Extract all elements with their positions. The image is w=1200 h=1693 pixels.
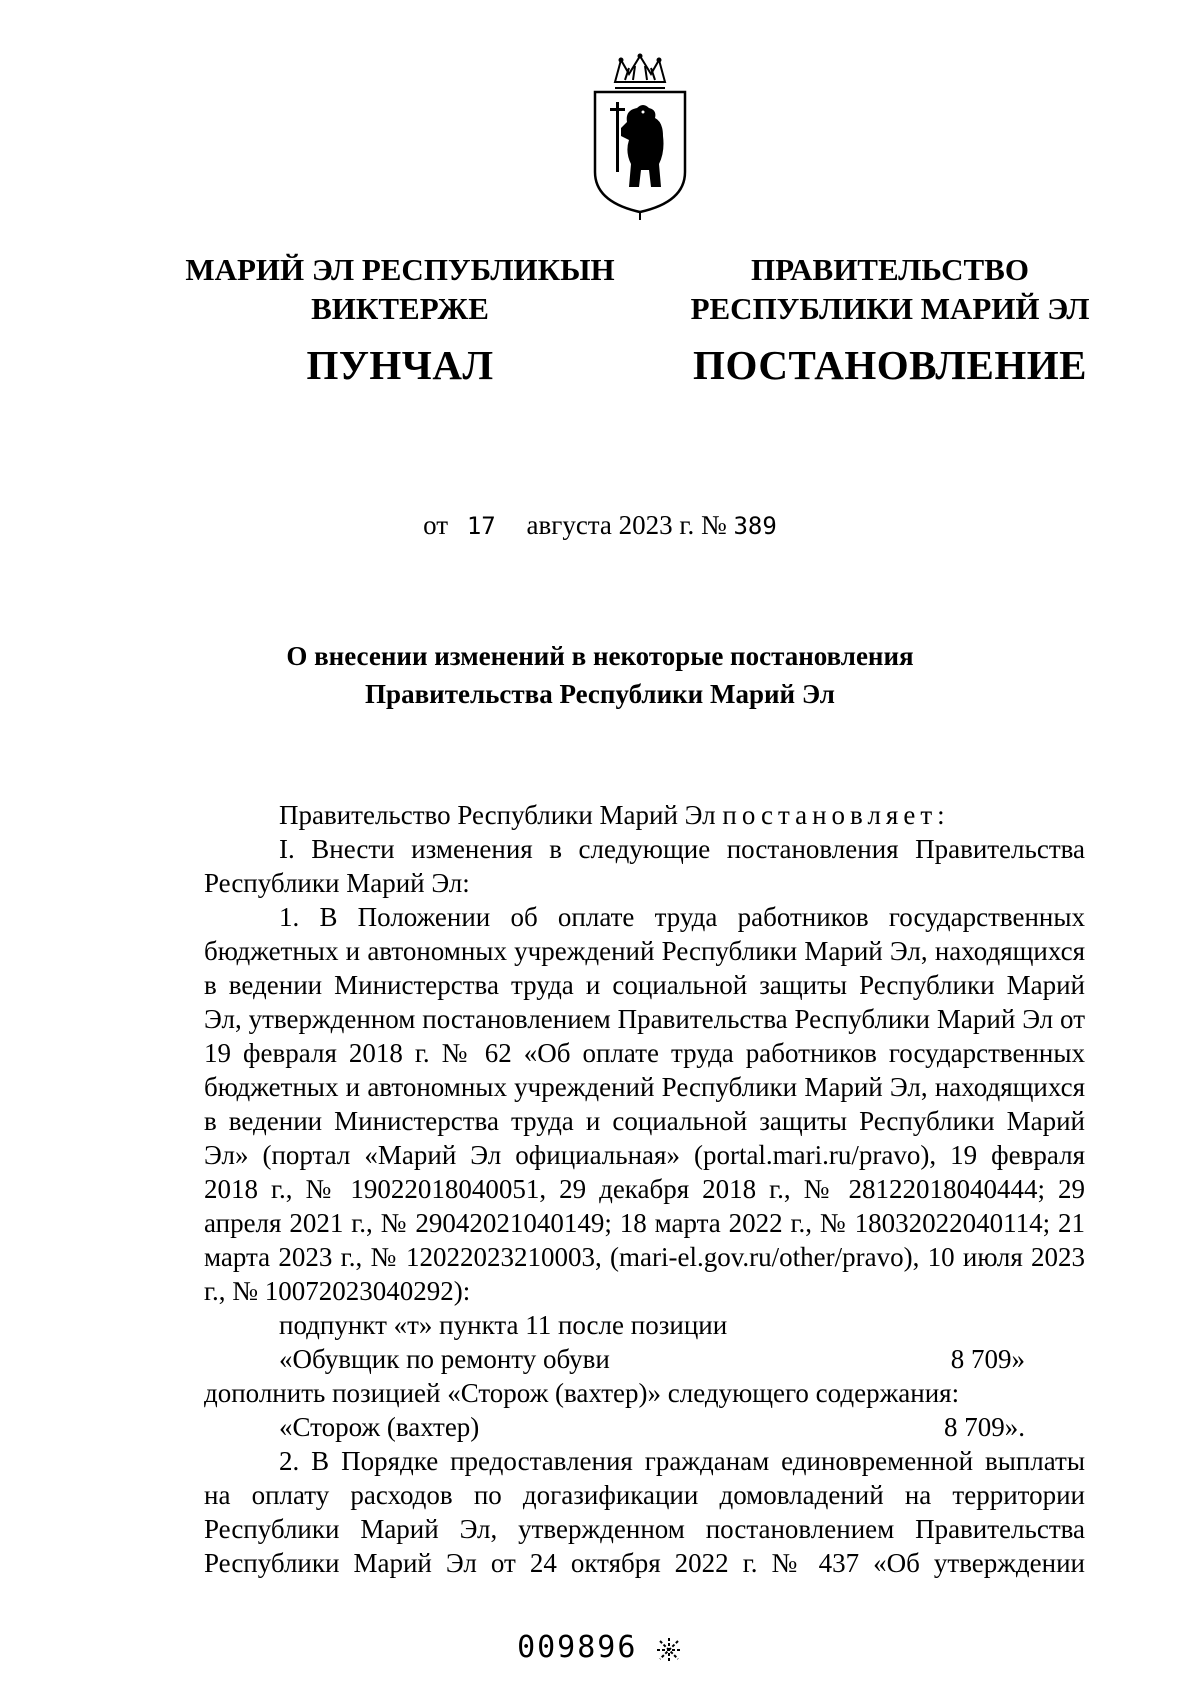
position-row-1 (204, 1342, 1085, 1376)
date-line (0, 510, 1200, 541)
intro-spaced: постановляет: (722, 800, 950, 830)
header-left-doc-type: ПУНЧАЛ (306, 342, 494, 388)
paragraph-1: I. Внести изменения в следующие постановления Правительства Республики Марий Эл: (204, 834, 1085, 898)
title-line1: О внесении изменений в некоторые постановления (286, 641, 914, 671)
position-2-name: «Сторож (вахтер) (279, 1412, 480, 1442)
date-month-year: августа 2023 г. № (526, 510, 727, 540)
intro-lead: Правительство Республики Марий Эл (279, 800, 723, 830)
document-number: 389 (733, 512, 777, 540)
position-1-name: «Обувщик по ремонту обуви (279, 1344, 610, 1374)
serial-number: 009896 (517, 1630, 638, 1665)
position-row-2 (204, 1410, 1085, 1444)
title-line2: Правительства Республики Марий Эл (365, 679, 835, 709)
asterisk-stamp-icon (655, 1636, 683, 1664)
header-left-line1: МАРИЙ ЭЛ РЕСПУБЛИКЫН (185, 252, 615, 287)
footer-serial (0, 1630, 1200, 1665)
document-body (204, 798, 1085, 1580)
header-right-line2: РЕСПУБЛИКИ МАРИЙ ЭЛ (690, 291, 1090, 326)
position-2-value: 8 709». (944, 1412, 1025, 1442)
subparagraph-2: дополнить позицией «Сторож (вахтер)» следующего содержания: (204, 1378, 960, 1408)
document-title (0, 637, 1200, 713)
date-prefix: от (423, 510, 449, 540)
coat-of-arms-mari-el-icon (585, 52, 695, 222)
header-left (170, 250, 630, 390)
subparagraph-1: подпункт «т» пункта 11 после позиции (279, 1310, 728, 1340)
intro-paragraph (204, 798, 1085, 832)
paragraph-2: 1. В Положении об оплате труда работников государственных бюджетных и автономных учреждений Республики Марий Эл, находящихся в ведении Министерства труда и социальной защиты Республики Марий Эл, утвержденном постановлением Правительства Республики Марий Эл от 19 февраля 2018 г. № 62 «Об оплате труда работников государственных бюджетных и автономных учреждений Республики Марий Эл, находящихся в ведении Министерства труда и социальной защиты Республики Марий Эл» (портал «Марий Эл официальная» (portal.mari.ru/pravo), 19 февраля 2018 г., № 19022018040051, 29 декабря 2018 г., № 28122018040444; 29 апреля 2021 г., № 29042021040149; 18 марта 2022 г., № 18032022040114; 21 марта 2023 г., № 12022023210003, (mari-el.gov.ru/other/pravo), 10 июля 2023 г., № 10072023040292): (204, 902, 1085, 1306)
paragraph-3: 2. В Порядке предоставления гражданам единовременной выплаты на оплату расходов по догазификации домовладений на территории Республики Марий Эл, утвержденном постановлением Правительства Республики Марий Эл от 24 октября 2022 г. № 437 «Об утверждении (204, 1446, 1085, 1578)
header-right-line1: ПРАВИТЕЛЬСТВО (751, 252, 1029, 287)
position-1-value: 8 709» (950, 1344, 1025, 1374)
header-left-line2: ВИКТЕРЖЕ (311, 291, 489, 326)
date-day: 17 (466, 512, 496, 540)
header-right (660, 250, 1120, 390)
header-right-doc-type: ПОСТАНОВЛЕНИЕ (693, 342, 1087, 388)
